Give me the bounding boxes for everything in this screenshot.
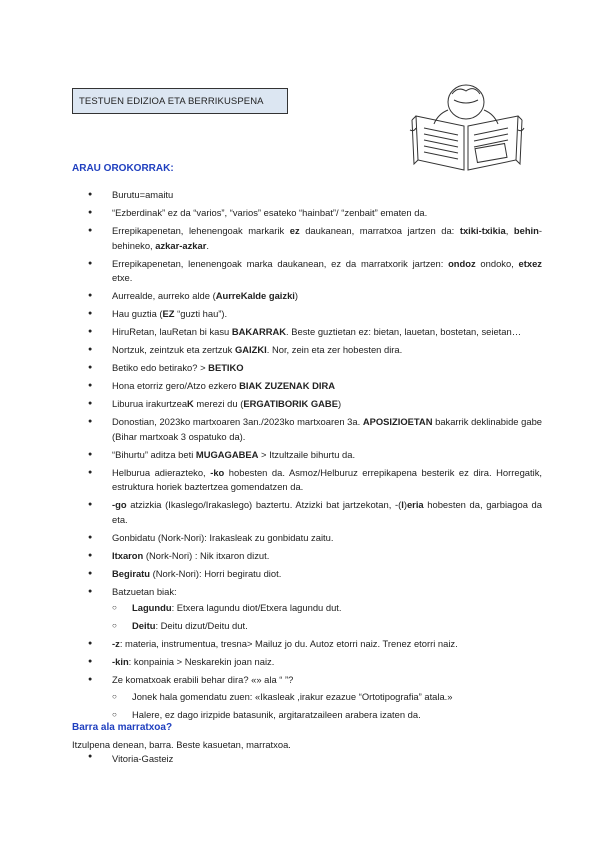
text-run: : materia, instrumentua, tresna> Mailuz jo du. Autoz etorri naiz. Trenez etorri naiz.: [119, 638, 458, 650]
section-heading-rules: ARAU OROKORRAK:: [72, 163, 174, 174]
rule-item: [72, 466, 542, 495]
text-run: Betiko edo betirako? >: [112, 362, 209, 374]
text-run: Hau guztia (: [112, 308, 163, 320]
rule-item: [72, 289, 542, 304]
text-run: Batzuetan biak:: [112, 585, 177, 597]
text-run: . Nor, zein eta zer hobesten dira.: [266, 344, 403, 356]
rule-item: [72, 325, 542, 340]
rule-item: [72, 567, 542, 582]
rules-list: [72, 188, 542, 726]
person-reading-newspaper-icon: [408, 80, 526, 176]
rule-subitem: [112, 690, 542, 705]
bold-text: GAIZKI: [234, 344, 267, 356]
text-run: Errepikapenetan, lenenengoak marka daukanean, ez da marratxorik jartzen:: [112, 257, 449, 269]
text-run: > Itzultzaile bihurtu da.: [258, 448, 356, 460]
rule-item: [72, 361, 542, 376]
document-title: TESTUEN EDIZIOA ETA BERRIKUSPENA: [72, 88, 288, 114]
text-run: ondoko,: [475, 257, 519, 269]
rule-item: [72, 673, 542, 722]
bold-text: K: [187, 398, 194, 410]
rule-item: [72, 257, 542, 286]
text-run: “Bihurtu” aditza beti: [112, 448, 196, 460]
text-run: “Ezberdinak” ez da “varios”, “varios” esateko “hainbat”/ “zenbait” ematen da.: [112, 206, 428, 218]
text-run: HiruRetan, lauRetan bi kasu: [112, 326, 232, 338]
text-run: Nortzuk, zeintzuk eta zertzuk: [112, 344, 235, 356]
rule-sublist: [112, 601, 542, 634]
bold-text: -ko: [210, 466, 225, 478]
text-run: : Etxera lagundu diot/Etxera lagundu dut.: [171, 602, 342, 614]
text-run: . Beste guztietan ez: bietan, lauetan, bostetan, seietan…: [286, 326, 522, 338]
bold-text: l: [401, 499, 404, 511]
bold-text: behin: [513, 224, 539, 236]
bold-text: etxez: [518, 257, 542, 269]
bold-text: BETIKO: [208, 362, 244, 374]
text-run: merezi du (: [193, 398, 244, 410]
barra-explanation: Itzulpena denean, barra. Beste kasuetan, marratxoa.: [72, 739, 291, 750]
text-run: daukanean, marratxoa jartzen da:: [299, 224, 460, 236]
rule-sublist: [112, 690, 542, 723]
bold-text: txiki-txikia: [459, 224, 506, 236]
bold-text: eria: [406, 499, 424, 511]
bold-text: EZ: [162, 308, 175, 320]
bold-text: Lagundu: [132, 602, 172, 614]
rule-item: [72, 415, 542, 444]
text-run: Donostian, 2023ko martxoaren 3an./2023ko martxoaren 3a.: [112, 416, 363, 428]
rule-item: [72, 637, 542, 652]
text-run: Jonek hala gomendatu zuen: «Ikasleak ,irakur ezazue “Ortotipografia” atala.»: [132, 690, 453, 702]
bold-text: ez: [289, 224, 300, 236]
bold-text: Deitu: [132, 620, 156, 632]
rule-item: [72, 531, 542, 546]
text-run: Helburua adierazteko,: [112, 466, 211, 478]
rule-item: [72, 397, 542, 412]
rule-item: [72, 498, 542, 527]
text-run: Gonbidatu (Nork-Nori): Irakasleak zu gonbidatu zaitu.: [112, 531, 334, 543]
rule-item: [72, 448, 542, 463]
text-run: bakarrik deklinabide gabe (Bihar martxoak 3 ospatuko da).: [112, 416, 542, 442]
rule-item: [72, 655, 542, 670]
text-run: Ze komatxoak erabili behar dira? «» ala “ ”?: [112, 674, 294, 686]
bold-text: BAKARRAK: [231, 326, 287, 338]
text-run: Hona etorriz gero/Atzo ezkero: [112, 380, 240, 392]
text-run: ): [403, 499, 407, 511]
bold-text: BIAK ZUZENAK DIRA: [239, 380, 335, 392]
text-run: .: [206, 239, 209, 251]
bold-text: AurreKalde gaizki: [215, 290, 295, 302]
text-run: ): [294, 290, 299, 302]
rule-item: [72, 549, 542, 564]
text-run: : Deitu dizut/Deitu dut.: [155, 620, 248, 632]
text-run: Burutu=amaitu: [112, 189, 174, 200]
bold-text: APOSIZIOETAN: [362, 416, 433, 428]
rule-item: [72, 307, 542, 322]
text-run: Liburua irakurtzea: [112, 398, 188, 410]
rule-item: [72, 206, 542, 221]
bold-text: -z: [112, 638, 120, 650]
text-run: ,: [505, 224, 514, 236]
text-run: etxe.: [112, 272, 133, 284]
rule-subitem: [112, 601, 542, 616]
text-run: (Nork-Nori) : Nik itxaron dizut.: [143, 549, 270, 561]
text-run: (Nork-Nori): Horri begiratu diot.: [150, 567, 282, 579]
text-run: -behineko,: [112, 224, 542, 251]
text-run: Aurrealde, aurreko alde (: [112, 290, 216, 302]
text-run: Halere, ez dago irizpide batasunik, argitaratzaileen arabera izaten da.: [132, 708, 421, 720]
barra-example-item: ● Vitoria-Gasteiz: [72, 753, 173, 764]
rule-item: [72, 224, 542, 253]
text-run: hobesten da, garbiagoa da eta.: [112, 499, 542, 525]
rule-item: [72, 379, 542, 394]
bold-text: Begiratu: [112, 567, 151, 579]
bold-text: MUGAGABEA: [195, 448, 259, 460]
text-run: : konpainia > Neskarekin joan naiz.: [128, 656, 275, 668]
barra-example-list: [72, 753, 173, 764]
bold-text: -go: [112, 499, 127, 511]
bold-text: ondoz: [448, 257, 476, 269]
bold-text: ERGATIBORIK GABE: [243, 398, 338, 410]
bold-text: Itxaron: [112, 549, 144, 561]
bold-text: azkar-azkar: [155, 239, 207, 251]
text-run: atzizkia (Ikaslego/Irakaslego) baztertu. Atzizki bat jartzekotan, -(: [126, 499, 402, 511]
text-run: hobesten da. Asmoz/Helburuz errepikapena besterik ez dira. Horregatik, estruktura horiek baztertzea gomendatzen da.: [112, 466, 542, 493]
rule-item: [72, 188, 542, 203]
rule-subitem: [112, 708, 542, 723]
rule-subitem: [112, 619, 542, 634]
text-run: ): [337, 398, 342, 410]
text-run: “guzti hau”).: [174, 308, 228, 320]
text-run: Errepikapenetan, lehenengoak markarik: [112, 224, 290, 236]
section-heading-barra: Barra ala marratxoa?: [72, 722, 173, 733]
rule-item: [72, 343, 542, 358]
bold-text: -kin: [112, 656, 129, 668]
rule-item: [72, 585, 542, 634]
